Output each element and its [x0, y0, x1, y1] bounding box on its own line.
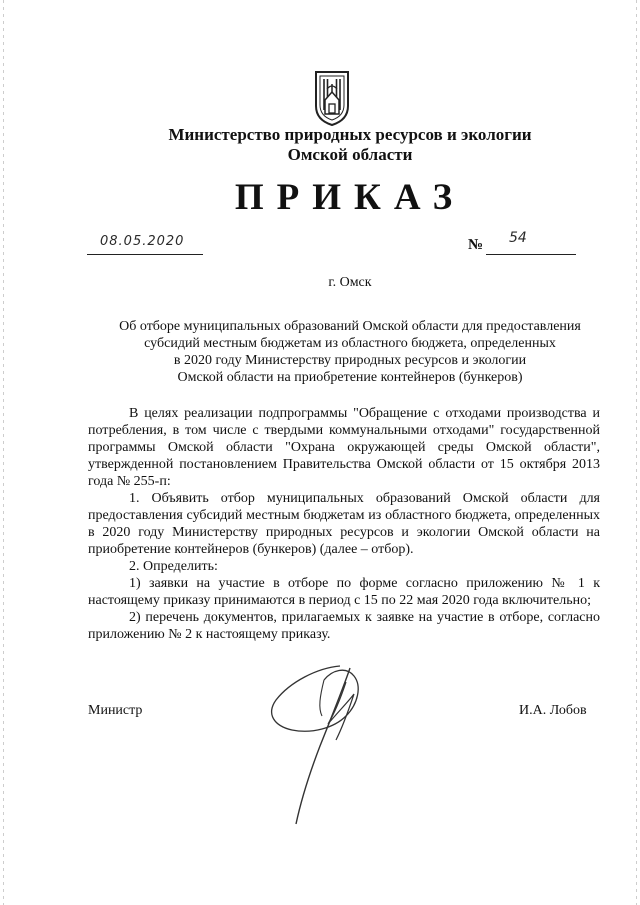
order-subject [60, 318, 640, 386]
subject-line: субсидий местным бюджетам из областного бюджета, определенных [144, 336, 556, 351]
clause-1: 1. Объявить отбор муниципальных образований Омской области для предоставления субсидий местным бюджетам из областного бюджета, определенных в 2020 году Министерству природных ресурсов и экологии Омской области на приобретение контейнеров (бункеров) (далее – отбор). [88, 491, 600, 557]
clause-2-2: 2) перечень документов, прилагаемых к заявке на участие в отборе, согласно приложению № 2 к настоящему приказу. [88, 610, 600, 642]
subject-line: Омской области на приобретение контейнеров (бункеров) [177, 370, 523, 385]
subject-line: в 2020 году Министерству природных ресурсов и экологии [173, 353, 527, 368]
handwritten-signature [262, 656, 382, 832]
preamble-paragraph: В целях реализации подпрограммы "Обращение с отходами производства и потребления, в том числе с твердыми коммунальными отходами" государственной программы Омской области "Охрана окружающей среды Омской области", утвержденной постановлением Правительства Омской области от 15 октября 2013 года № 255-п: [88, 406, 600, 489]
date-underline [87, 253, 203, 255]
ministry-name-line1: Министерство природных ресурсов и экологии [168, 125, 532, 144]
clause-2-1: 1) заявки на участие в отборе по форме согласно приложению № 1 к настоящему приказу принимаются в период с 15 по 22 мая 2020 года включительно; [88, 576, 600, 608]
signatory-name: И.А. Лобов [519, 703, 587, 718]
city-name: г. Омск [328, 275, 372, 290]
document-type-title: ПРИКАЗ [234, 177, 466, 218]
ministry-name-line2: Омской области [287, 145, 413, 164]
number-underline [486, 253, 576, 255]
signatory-position: Министр [88, 703, 143, 718]
subject-line: Об отборе муниципальных образований Омской области для предоставления [119, 319, 581, 334]
number-label: № [468, 237, 484, 253]
scan-edge-left [3, 0, 4, 905]
order-number: 54 [509, 230, 527, 246]
coat-of-arms-icon [313, 70, 351, 126]
order-date: 08.05.2020 [100, 234, 185, 249]
order-body [88, 405, 600, 643]
clause-2: 2. Определить: [129, 559, 218, 574]
